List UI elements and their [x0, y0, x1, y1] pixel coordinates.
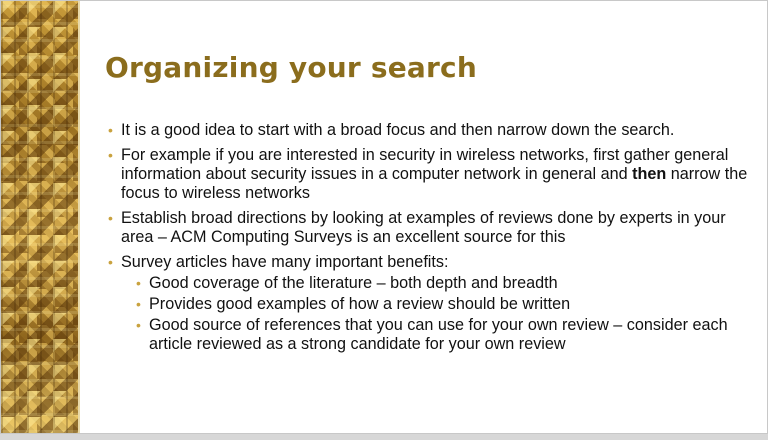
sub-bullet-list	[137, 274, 749, 354]
bullet-text: For example if you are interested in security in wireless networks, first gather general information about security issues in a computer network in general and	[121, 146, 729, 183]
bullet-text-continued: narrow the focus to wireless networks	[121, 165, 748, 202]
bullet-text: It is a good idea to start with a broad focus and then narrow down the search.	[121, 121, 675, 139]
bullet-item-4	[109, 253, 749, 354]
bullet-icon: •	[108, 210, 113, 226]
bullet-emphasis: then	[632, 165, 667, 183]
bullet-icon: •	[136, 317, 141, 333]
bullet-list	[109, 121, 749, 360]
bullet-icon: •	[136, 275, 141, 291]
sub-bullet-item-2	[137, 295, 749, 314]
bullet-text: Survey articles have many important benefits:	[121, 253, 449, 271]
sub-bullet-text: Provides good examples of how a review should be written	[149, 295, 571, 313]
sub-bullet-item-1	[137, 274, 749, 293]
sub-bullet-text: Good source of references that you can use for your own review – consider each article reviewed as a strong candidate for your own review	[149, 316, 728, 353]
sub-bullet-item-3	[137, 316, 749, 354]
side-divider	[78, 1, 80, 433]
bullet-icon: •	[136, 296, 141, 312]
sub-bullet-text: Good coverage of the literature – both depth and breadth	[149, 274, 558, 292]
bullet-icon: •	[108, 122, 113, 138]
bullet-text: Establish broad directions by looking at examples of reviews done by experts in your area – ACM Computing Surveys is an excellent source for this	[121, 209, 726, 246]
bullet-icon: •	[108, 254, 113, 270]
bullet-item-1	[109, 121, 749, 140]
decorative-gold-pattern	[1, 1, 78, 433]
bullet-item-3	[109, 209, 749, 247]
bullet-item-2	[109, 146, 749, 203]
slide-title: Organizing your search	[105, 51, 477, 84]
bullet-icon: •	[108, 147, 113, 163]
